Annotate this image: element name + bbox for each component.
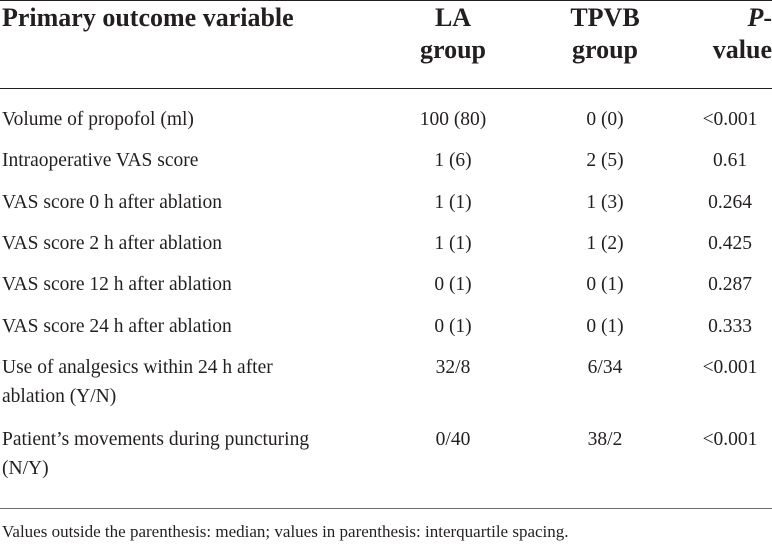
cell-p-value: 0.61 (712, 150, 748, 171)
cell-la-group: 32/8 (435, 357, 471, 378)
cell-p-value: <0.001 (702, 357, 758, 378)
header-tpvb-line-2: group (572, 35, 638, 64)
cell-la-group: 1 (1) (434, 192, 472, 213)
cell-tpvb-group: 1 (3) (586, 192, 624, 213)
cell-tpvb-group: 0 (1) (586, 316, 624, 337)
cell-p-value: 0.264 (708, 192, 752, 213)
cell-p-value: 0.425 (708, 233, 752, 254)
cell-p-value: <0.001 (702, 109, 758, 130)
cell-la-group: 100 (80) (419, 109, 487, 130)
header-p-line-2: value (712, 35, 772, 64)
cell-variable (2, 229, 362, 258)
header-p-dash: - (763, 3, 772, 32)
cell-variable (2, 270, 362, 299)
header-p-line-1 (690, 2, 772, 34)
cell-tpvb-group: 0 (0) (586, 109, 624, 130)
cell-variable (2, 188, 362, 217)
header-variable (2, 2, 294, 34)
cell-variable-line: (N/Y) (2, 458, 49, 479)
cell-variable-line: Patient’s movements during puncturing (2, 429, 310, 450)
header-la-line-1: LA (434, 3, 472, 32)
cell-tpvb-group: 38/2 (587, 429, 623, 450)
header-p-value (690, 2, 772, 66)
cell-la-group: 0 (1) (434, 316, 472, 337)
cell-variable (2, 105, 362, 134)
cell-la-group: 0/40 (435, 429, 471, 450)
cell-variable-line: ablation (Y/N) (2, 386, 117, 407)
header-tpvb-group (542, 2, 668, 66)
cell-la-group: 1 (6) (434, 150, 472, 171)
cell-variable (2, 146, 362, 175)
cell-p-value: 0.333 (708, 316, 752, 337)
cell-variable-line: VAS score 0 h after ablation (2, 192, 223, 213)
cell-variable (2, 312, 362, 341)
cell-p-value: 0.287 (708, 274, 752, 295)
bottom-rule (0, 508, 772, 509)
cell-variable-line: Volume of propofol (ml) (2, 109, 194, 130)
cell-variable (2, 425, 362, 483)
cell-tpvb-group: 1 (2) (586, 233, 624, 254)
header-la-line-2: group (420, 35, 486, 64)
header-p-letter: P (747, 3, 764, 32)
cell-variable-line: Intraoperative VAS score (2, 150, 199, 171)
header-variable-line: Primary outcome variable (2, 3, 294, 32)
cell-variable (2, 353, 362, 411)
cell-tpvb-group: 2 (5) (586, 150, 624, 171)
header-rule (0, 88, 772, 89)
cell-variable-line: VAS score 12 h after ablation (2, 274, 232, 295)
header-la-group (392, 2, 514, 66)
table-footnote: Values outside the parenthesis: median; values in parenthesis: interquartile spacing. (2, 522, 569, 541)
header-tpvb-line-1: TPVB (570, 3, 640, 32)
cell-variable-line: VAS score 24 h after ablation (2, 316, 232, 337)
cell-variable-line: Use of analgesics within 24 h after (2, 357, 273, 378)
cell-tpvb-group: 6/34 (587, 357, 623, 378)
cell-tpvb-group: 0 (1) (586, 274, 624, 295)
cell-variable-line: VAS score 2 h after ablation (2, 233, 223, 254)
top-rule (0, 0, 772, 1)
cell-la-group: 1 (1) (434, 233, 472, 254)
cell-p-value: <0.001 (702, 429, 758, 450)
cell-la-group: 0 (1) (434, 274, 472, 295)
